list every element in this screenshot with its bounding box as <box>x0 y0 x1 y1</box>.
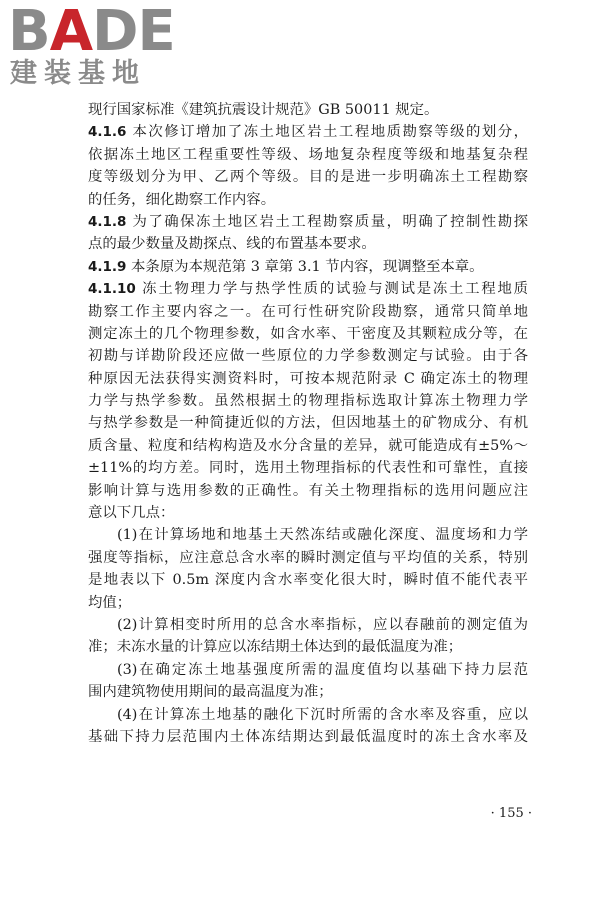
line-text: ±11%的均方差。同时，选用土物理指标的代表性和可靠性，直接 <box>88 460 528 477</box>
text-line <box>88 547 528 569</box>
text-line <box>88 144 528 166</box>
line-text: 均值； <box>88 594 132 611</box>
line-text: 与热学参数是一种简捷近似的方法，但因地基土的矿物成分、有机 <box>88 415 528 432</box>
text-line <box>88 569 528 591</box>
line-text: 意以下几点： <box>88 505 175 522</box>
line-text: 本次修订增加了冻土地区岩土工程地质勘察等级的划分， <box>126 124 528 141</box>
text-line <box>88 345 528 367</box>
line-text: 是地表以下 0.5m 深度内含水率变化很大时，瞬时值不能代表平 <box>88 572 528 589</box>
logo-letters-prefix: B <box>8 0 50 64</box>
line-text: (2)计算相变时所用的总含水率指标，应以春融前的测定值为 <box>117 616 528 633</box>
text-line <box>88 211 528 233</box>
text-line <box>88 704 528 726</box>
text-line <box>88 233 528 255</box>
line-text: 初勘与详勘阶段还应做一些原位的力学参数测定与试验。由于各 <box>88 348 528 365</box>
text-line <box>88 502 528 524</box>
line-text: (1)在计算场地和地基土天然冻结或融化深度、温度场和力学 <box>117 527 528 544</box>
text-line <box>88 457 528 479</box>
text-line <box>88 681 528 703</box>
text-line <box>88 368 528 390</box>
clause-number: 4.1.6 <box>88 124 127 141</box>
document-body <box>88 99 528 748</box>
line-text: 度等级划分为甲、乙两个等级。目的是进一步明确冻土工程勘察 <box>88 169 528 186</box>
text-line <box>88 99 528 121</box>
text-line <box>88 480 528 502</box>
logo-letters-suffix: DE <box>92 0 175 64</box>
logo-letter-accent: A <box>49 0 93 64</box>
line-text: 影响计算与选用参数的正确性。有关土物理指标的选用问题应注 <box>88 482 528 499</box>
line-text: 为了确保冻土地区岩土工程勘察质量，明确了控制性勘探 <box>126 213 528 230</box>
line-text: 基础下持力层范围内土体冻结期达到最低温度时的冻土含水率及 <box>88 728 528 745</box>
line-text: 强度等指标，应注意总含水率的瞬时测定值与平均值的关系，特别 <box>88 549 528 566</box>
text-line <box>88 301 528 323</box>
text-line <box>88 323 528 345</box>
line-text: 准；未冻水量的计算应以冻结期土体达到的最低温度为准； <box>88 639 463 656</box>
clause-number: 4.1.8 <box>88 213 127 230</box>
text-line <box>88 524 528 546</box>
line-text: 质含量、粒度和结构构造及水分含量的差异，就可能造成有±5%～ <box>88 437 528 454</box>
text-line <box>88 256 528 278</box>
line-text: 现行国家标准《建筑抗震设计规范》GB 50011 规定。 <box>88 102 439 118</box>
text-line <box>88 390 528 412</box>
text-line <box>88 726 528 748</box>
line-text: 本条原为本规范第 3 章第 3.1 节内容，现调整至本章。 <box>126 258 484 275</box>
line-text: 测定冻土的几个物理参数，如含水率、干密度及其颗粒成分等，在 <box>88 325 528 342</box>
publisher-logo <box>8 0 178 96</box>
logo-subtitle: 建装基地 <box>10 58 146 89</box>
line-text: 力学与热学参数。虽然根据土的物理指标选取计算冻土物理力学 <box>88 393 528 410</box>
text-line <box>88 659 528 681</box>
line-text: (4)在计算冻土地基的融化下沉时所需的含水率及容重，应以 <box>117 706 528 723</box>
logo-wordmark <box>8 0 178 64</box>
line-text: 点的最少数量及勘探点、线的布置基本要求。 <box>88 236 376 253</box>
text-line <box>88 189 528 211</box>
line-text: 依据冻土地区工程重要性等级、场地复杂程度等级和地基复杂程 <box>88 146 528 163</box>
text-line <box>88 412 528 434</box>
line-text: 勘察工作主要内容之一。在可行性研究阶段勘察，通常只简单地 <box>88 303 528 320</box>
text-line <box>88 636 528 658</box>
text-line <box>88 592 528 614</box>
text-line <box>88 435 528 457</box>
line-text: (3)在确定冻土地基强度所需的温度值均以基础下持力层范 <box>117 661 528 678</box>
line-text: 的任务，细化勘察工作内容。 <box>88 191 276 208</box>
clause-number: 4.1.9 <box>88 258 127 275</box>
line-text: 围内建筑物使用期间的最高温度为准； <box>88 684 333 701</box>
text-line <box>88 166 528 188</box>
page-number: · 155 · <box>490 806 532 821</box>
line-text: 冻土物理力学与热学性质的试验与测试是冻土工程地质 <box>135 281 528 298</box>
text-line <box>88 121 528 143</box>
text-line <box>88 614 528 636</box>
text-line <box>88 278 528 300</box>
line-text: 种原因无法获得实测资料时，可按本规范附录 C 确定冻土的物理 <box>88 370 528 387</box>
clause-number: 4.1.10 <box>88 281 136 298</box>
